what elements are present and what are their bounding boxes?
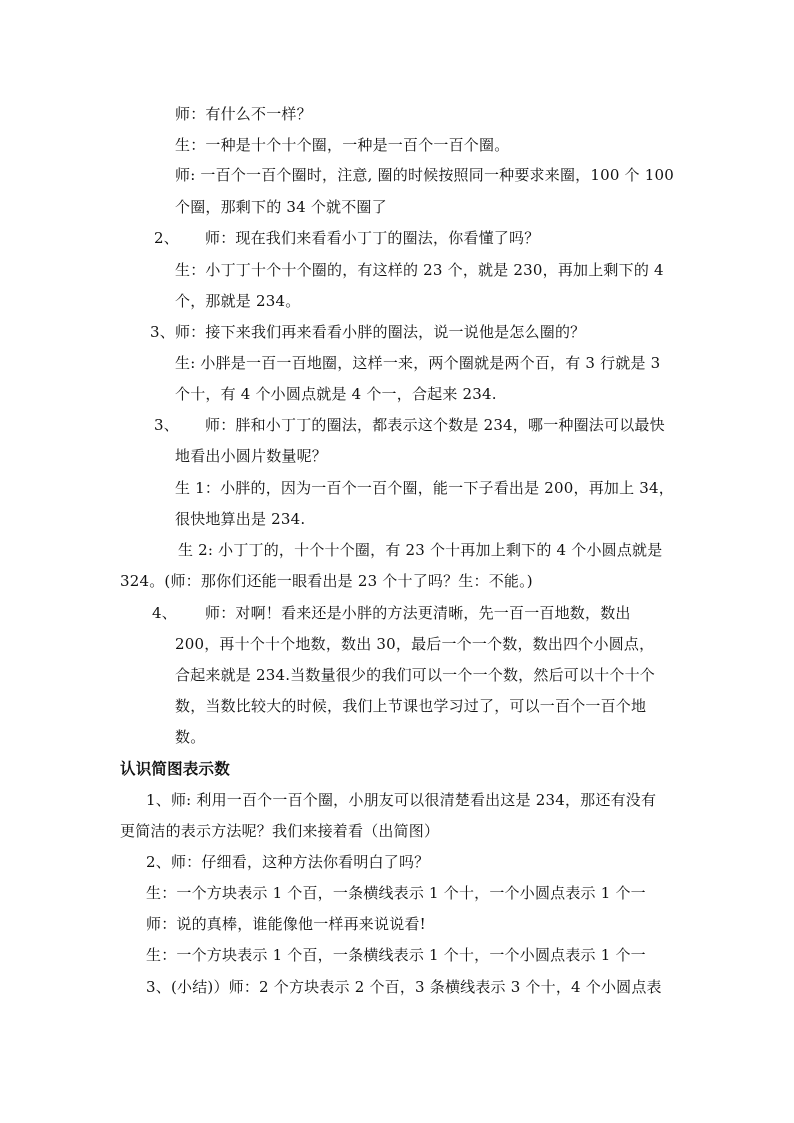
text-line: 生：一个方块表示 1 个百，一条横线表示 1 个十，一个小圆点表示 1 个一 [146, 884, 646, 902]
text-line: 师：胖和小丁丁的圈法，都表示这个数是 234，哪一种圈法可以最快 [205, 416, 665, 434]
text-line: 个圈，那剩下的 34 个就不圈了 [175, 198, 387, 216]
text-line: 3、(小结)）师：2 个方块表示 2 个百，3 条横线表示 3 个十，4 个小圆点表 [146, 978, 662, 996]
list-number: 3、 [154, 416, 179, 434]
list-number: 4、 [152, 604, 177, 622]
text-line: 师：有什么不一样？ [175, 105, 312, 123]
text-line: 很快地算出是 234. [175, 510, 306, 528]
text-line: 师: 一百个一百个圈时，注意, 圈的时候按照同一种要求来圈，100 个 100 [175, 166, 674, 184]
section-heading: 认识简图表示数 [120, 760, 230, 778]
text-line: 生: 小胖是一百一百地圈，这样一来，两个圈就是两个百，有 3 行就是 3 [175, 354, 661, 372]
text-line: 生：一种是十个十个圈，一种是一百个一百个圈。 [175, 136, 510, 154]
text-line: 合起来就是 234.当数量很少的我们可以一个一个数，然后可以十个十个 [175, 666, 655, 684]
text-line: 更简洁的表示方法呢？我们来接着看（出简图） [120, 822, 440, 840]
text-line: 师：对啊！看来还是小胖的方法更清晰，先一百一百地数，数出 [205, 604, 631, 622]
text-line: 生：小丁丁十个十个圈的，有这样的 23 个，就是 230，再加上剩下的 4 [175, 261, 664, 279]
text-line: 师：现在我们来看看小丁丁的圈法，你看懂了吗？ [205, 229, 540, 247]
text-line: 个十，有 4 个小圆点就是 4 个一，合起来 234. [175, 385, 497, 403]
text-line: 生 2: 小丁丁的，十个十个圈，有 23 个十再加上剩下的 4 个小圆点就是 [178, 541, 663, 559]
text-line: 师：说的真棒，谁能像他一样再来说说看! [146, 915, 426, 933]
text-line: 生 1：小胖的，因为一百个一百个圈，能一下子看出是 200，再加上 34， [175, 479, 674, 497]
text-line: 324。(师：那你们还能一眼看出是 23 个十了吗？生：不能。) [120, 572, 533, 590]
text-line: 地看出小圆片数量呢？ [175, 447, 328, 465]
text-line: 200，再十个十个地数，数出 30，最后一个一个数，数出四个小圆点， [175, 635, 655, 653]
text-line: 2、师：仔细看，这种方法你看明白了吗？ [146, 853, 430, 871]
text-line: 数。 [175, 728, 206, 746]
text-line: 1、师: 利用一百个一百个圈，小朋友可以很清楚看出这是 234，那还有没有 [146, 791, 657, 809]
text-line: 生：一个方块表示 1 个百，一条横线表示 1 个十，一个小圆点表示 1 个一 [146, 946, 646, 964]
text-line: 3、师：接下来我们再来看看小胖的圈法，说一说他是怎么圈的？ [150, 323, 586, 341]
text-line: 数，当数比较大的时候，我们上节课也学习过了，可以一百个一百个地 [175, 697, 647, 715]
list-number: 2、 [154, 229, 179, 247]
text-line: 个，那就是 234。 [175, 292, 301, 310]
